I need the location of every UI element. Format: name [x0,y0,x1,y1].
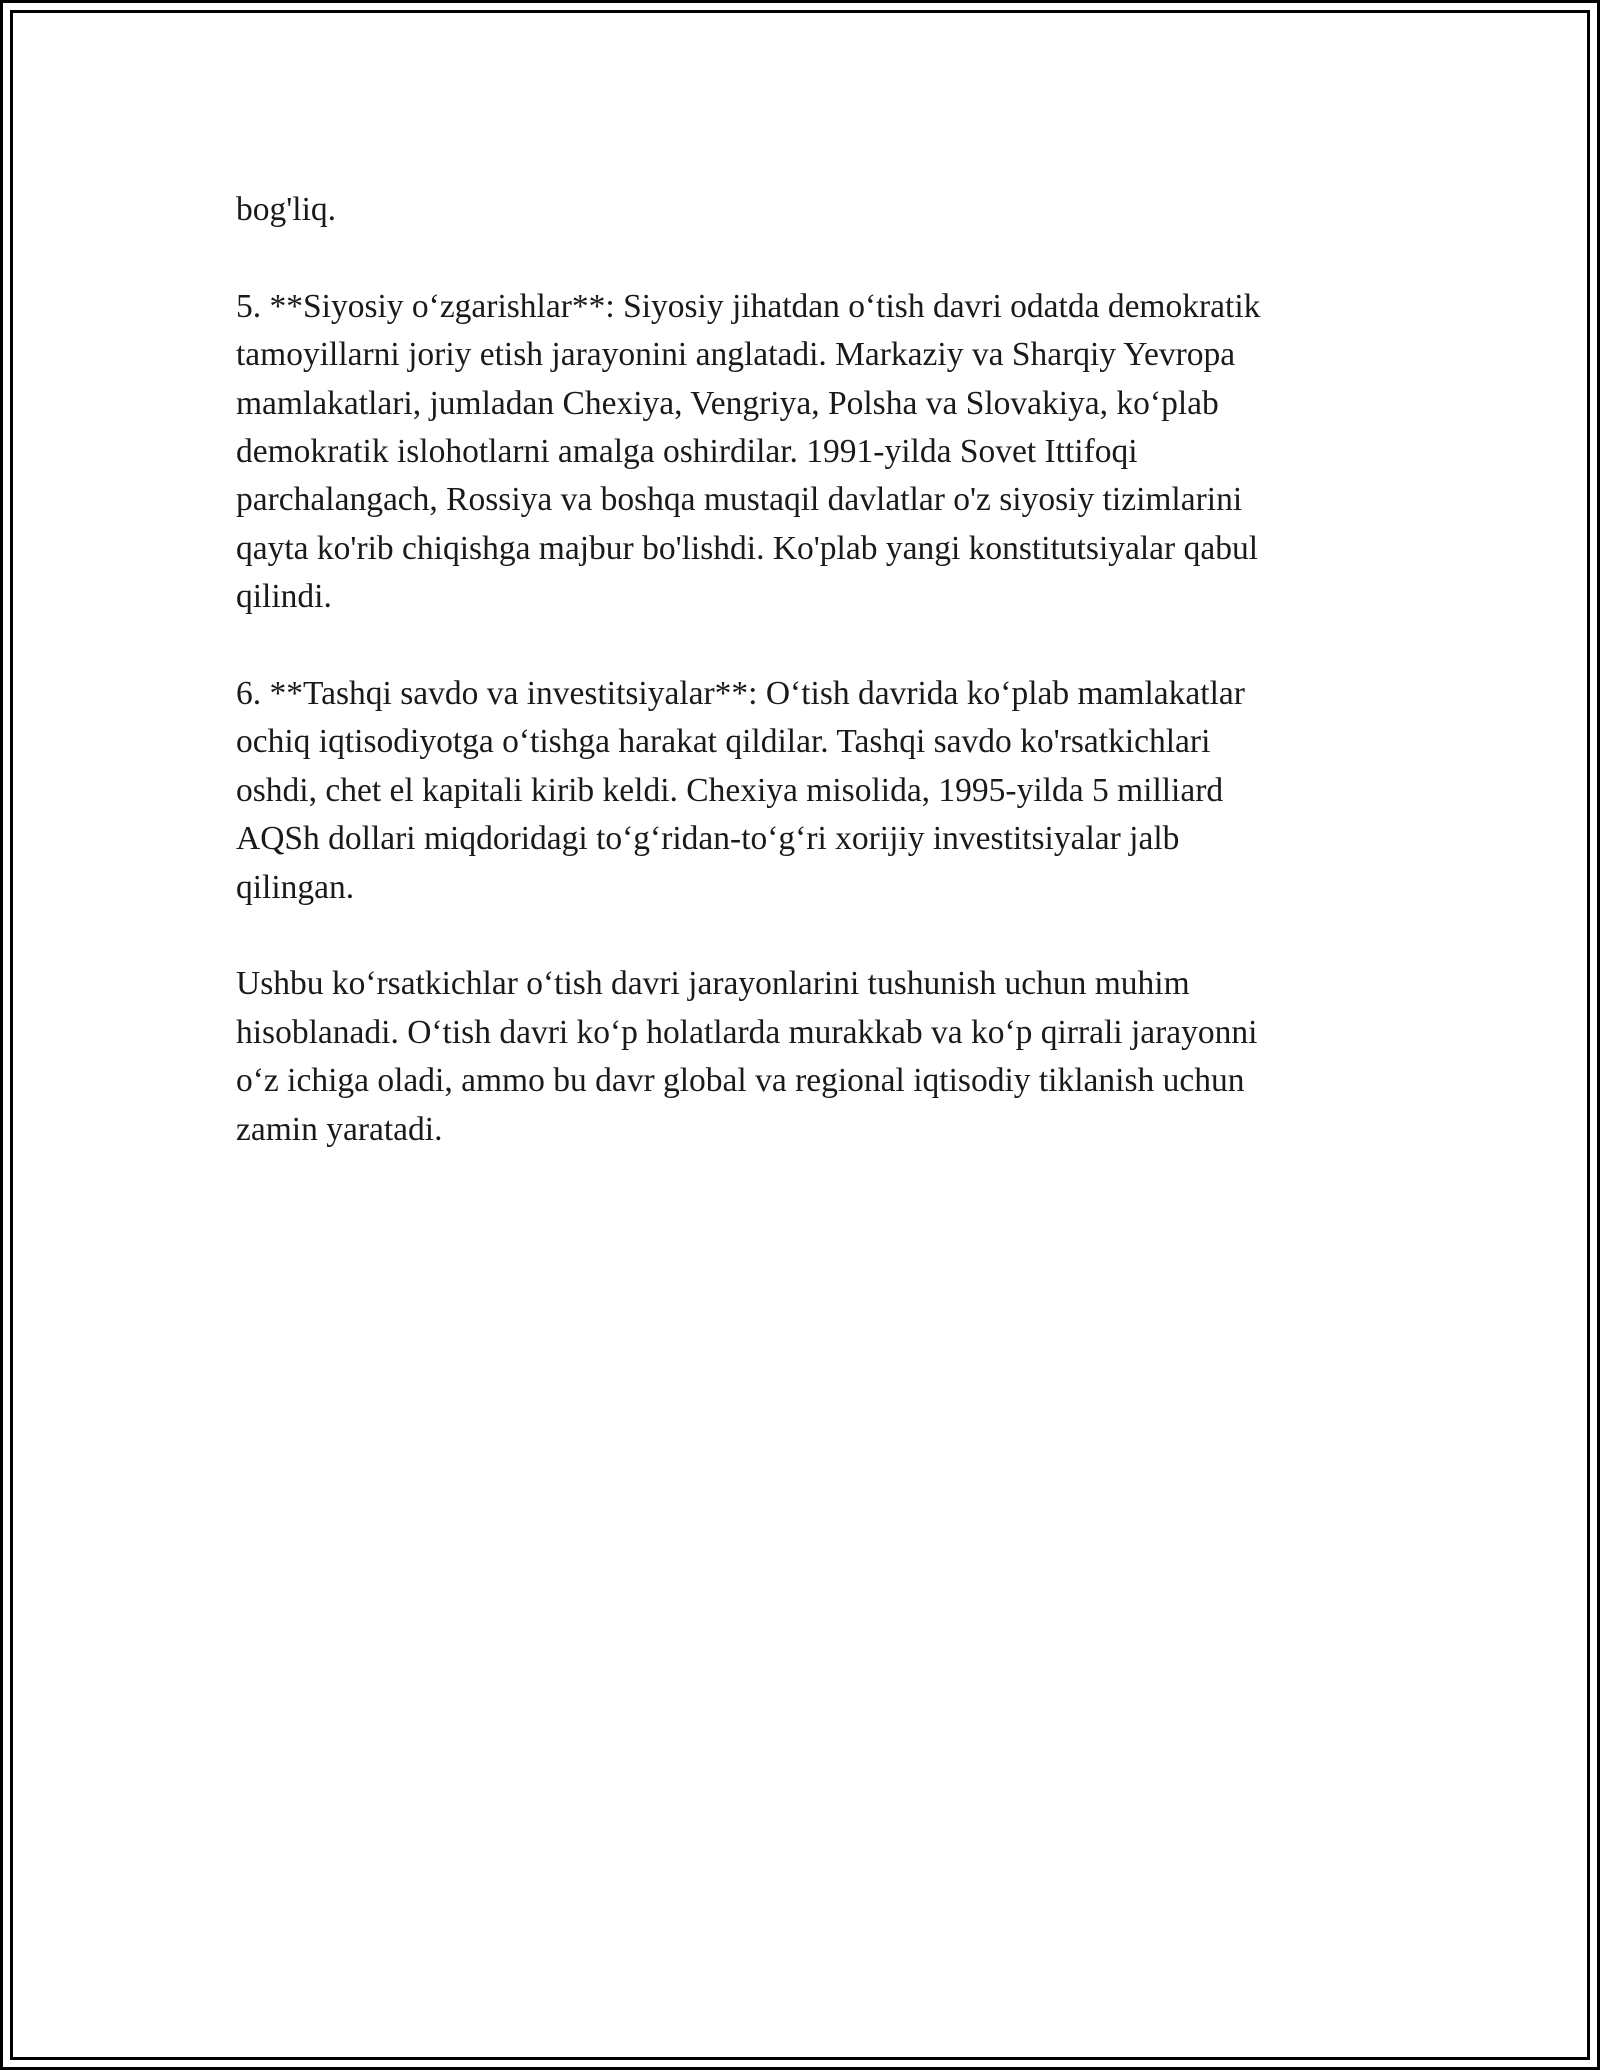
text-line: hisoblanadi. Oʻtish davri koʻp holatlarda murakkab va koʻp qirrali jarayonni [236,1013,1258,1051]
text-line: oshdi, chet el kapitali kirib keldi. Chexiya misolida, 1995-yilda 5 milliard [236,771,1224,809]
text-line: parchalangach, Rossiya va boshqa mustaqil davlatlar o'z siyosiy tizimlarini [236,481,1243,519]
text-line: qilindi. [236,578,332,616]
text-line: bog'liq. [236,191,337,228]
text-line: demokratik islohotlarni amalga oshirdilar. 1991-yilda Sovet Ittifoqi [236,433,1138,471]
text-line: ochiq iqtisodiyotga oʻtishga harakat qildilar. Tashqi savdo ko'rsatkichlari [236,723,1211,761]
text-line: 5. **Siyosiy oʻzgarishlar**: Siyosiy jihatdan oʻtish davri odatda demokratik [236,287,1261,325]
text-line: 6. **Tashqi savdo va investitsiyalar**: Oʻtish davrida koʻplab mamlakatlar [236,675,1245,713]
text-line: Ushbu koʻrsatkichlar oʻtish davri jarayonlarini tushunish uchun muhim [236,965,1190,1003]
paragraph-continuation [236,186,1366,234]
text-line: AQSh dollari miqdoridagi toʻgʻridan-toʻgʻri xorijiy investitsiyalar jalb [236,820,1180,858]
text-line: oʻz ichiga oladi, ammo bu davr global va regional iqtisodiy tiklanish uchun [236,1062,1245,1100]
paragraph-foreign-trade [236,670,1366,912]
document-body [236,186,1366,1202]
paragraph-conclusion [236,960,1366,1154]
text-line: qayta ko'rib chiqishga majbur bo'lishdi. Ko'plab yangi konstitutsiyalar qabul [236,529,1259,567]
text-line: mamlakatlari, jumladan Chexiya, Vengriya, Polsha va Slovakiya, koʻplab [236,384,1219,422]
paragraph-political-changes [236,283,1366,622]
text-line: qilingan. [236,868,355,906]
text-line: tamoyillarni joriy etish jarayonini anglatadi. Markaziy va Sharqiy Yevropa [236,336,1236,374]
text-line: zamin yaratadi. [236,1110,443,1148]
